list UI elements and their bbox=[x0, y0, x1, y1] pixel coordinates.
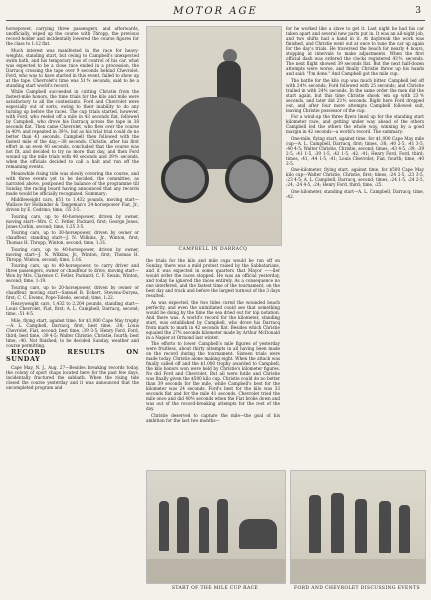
paragraph: The efforts to lower Campbell's mile figures of yesterday were fruitless, about thirty attempts in all having been made on the record during the tournament. Sixteen trials were made today, Christie alone making eight. When the attack was finally called off and the $1,000 trophy awarded to Campbell, the kilo honors won were held by Christie's kilometer figures. No did Ford and Chevrolet. But all were futile and Christie was finally given the $500 kilo cup. Christie could do no better than 39 seconds for the mile, while Campbell's best for the kilometer was 24 seconds. Ford's best for the kilo was 33 seconds flat and for the mile 41 seconds. Chevrolet tried the mile once and did 40⅘ seconds when the Fiat broke down and was out of the record-breaking attempts for the rest of the day. bbox=[146, 341, 280, 411]
person-figure bbox=[309, 495, 321, 553]
photo-caption: FORD AND CHEVROLET DISCUSSING EVENTS bbox=[294, 586, 420, 591]
photo-mile-cup-start bbox=[146, 470, 286, 584]
section-heading: RECORD RESULTS ON SUNDAY bbox=[6, 348, 139, 363]
paragraph: Touring cars, up to 40-horsepower, driven by owner, moving start—J. N. Wilkins, Jr., Winton, first; Thomas H. Thropp, Winton, second; time, 1:16. bbox=[6, 246, 139, 262]
magazine-title: MOTOR AGE bbox=[173, 6, 258, 17]
paragraph: Touring cars, up to 40-horsepower, to carry driver and three passengers, owner or chauffeur to drive, moving start—Won by Mrs. Clarence C. Fetler, Packard; C. F. Swain, Winton, second; time, 1:19. bbox=[6, 263, 139, 283]
paragraph: horsepower, carrying three passengers, and afterwards, unofficially, wiped up the course with Thropp, the previous record-holder and incidentally lowered the course figures for the class to 1:12 flat. bbox=[6, 26, 139, 46]
paragraph: Meanwhile rising tide was slowly covering the course, and with three events yet to be decided, the committee, as narrated above, postponed the balance of the programme till Sunday, the racing board having announced that any records made would be officially recognized. Summary: bbox=[6, 170, 139, 196]
photo-campbell-darracq bbox=[146, 26, 282, 246]
paragraph: the trials for the kilo and mile cups would be run off on Sunday, there was a mild protest raised by the Sabbatarians, and it was expected in some quarters that Mayor ——ller would order the races stopped. He was an official yesterday, and today he ignored the races entirely. As a consequence no one interfered, and the fastest time of the tournament, on the best day and track and before the largest turnout of the 3 days resulted. bbox=[146, 258, 280, 298]
paragraph: Touring cars, up to 40-horsepower, driven by owner, moving start—Mrs. C. C. Fetler, Packard, first; George Jones, Jones-Corbin, second; time, 1:25 3-5. bbox=[6, 213, 139, 229]
paragraph: The battle for the kilo cup was much bitter. Campbell led off with 24⅘ seconds; Ford followed with 25 seconds; and Christie trailed in with 24⅘ seconds. In the same order the men did the start again, but this time Christie shook 'em up with 23⅘ seconds, and later did 23⅘ seconds. Right here Ford dropped out, and after four more attempts Campbell followed suit, leaving Christie possessor of the cup. bbox=[286, 77, 424, 113]
paragraph: Cape May, N. J., Aug. 27—Besides breaking records today, the colony of sport chaps located here for the past few days, incidentally fractured the sabbath. When the rising tide closed the course yesterday and it was announced that the uncompleted program and bbox=[6, 364, 139, 390]
paragraph: One-kilometer, flying start, against time, for $500 Cape May kilo cup—Walter Christie, Christie, first; times, :24 2-5, :23 3-5, :23 4-5; A. L. Campbell, Darracq, second; times, :24 1-5, :24 2-5, :24, :24 4-5, :24; Henry Ford, third; time, :25. bbox=[286, 167, 424, 187]
spectator-figure bbox=[199, 507, 209, 553]
paragraph: Middleweight cars, $51 to 1,432 pounds, moving start—Wallace for Hollander & Tangeman's 24-horsepower Fiat, Jr., driven by E. Cedrino; time, :55 3-5. bbox=[6, 197, 139, 212]
column-middle bbox=[146, 258, 280, 456]
paragraph: Touring cars, up to 30-horsepower, driven by owner or chauffeur, standing start—J. N. Wilkins, Jr., Winton, first; Thomas H. Thropp, Winton, second; time, 1:31. bbox=[6, 230, 139, 245]
paragraph: One-mile, flying start, against time, for $1,000 Cape May mile cup—A. L. Campbell, Darracq, first; times, :38, :40 2-5, :41 3-5, :40 4-5; Walter Christie, Christie, second; times, :43 4-5, :39, :39 2-5, :41 1-5, :39 1-5, :42 1-5, :42, :41; Henry Ford, Ford, third; times, :41, :44 1-5, :41; Louis Chevrolet, Fiat, fourth; time, :40 2-5. bbox=[286, 135, 424, 166]
paragraph: While Campbell succeeded in cutting Christie from the fastest-mile honors, the time trials for the kilo and mile were satisfactory to all the contestants. Ford and Chevrolet were especially out of sorts, owing to their inability to do any turning up before the races. The cup trials started, however, with Ford, who reeled off a mile in 43 seconds flat, followed by Campbell, who drove his Darracq across the tape in 38 seconds flat. Then came Chevrolet, who flew over the course in 40⅘ and repeated in 39⅗; but as his trial trial could do no better than 41 seconds. Campbell then followed with the fastest mile of the day,—38 seconds. Christie, after his first effort in an even 40 seconds, concluded that the course was not fit, and decided to try no more that day, and then Ford wound up the mile trials with 40 seconds and 39⅘ seconds, when the officials decided to call a halt and run off the remaining events. bbox=[6, 89, 139, 169]
paragraph: for he worked like a slave to get it. Last night he had his car taken apart and several new parts put in. It was an all-night job, and two shifts had a hand in it. At daybreak the work was finished, and Christie went out at once to tune the car up again for the day's trials. He traversed the beach for nearly 4 hours, stopping at intervals to make adjustments. When the first official dash was ordered the clocks registered 43⅘ seconds. The next flight showed 39 seconds flat. But the next half-dozen attempts were worse, and finally Christie threw up his hands and said: "I'm done." And Campbell got the mile cup. bbox=[286, 26, 424, 76]
paragraph: As was expected, the two tides cured the wounded beach perfectly, and even the uninitiated could see that something would be doing by the time the sea dried out for top notation. And there was. A world's record for the kilometer, standing start, was established by Campbell, who drove his Darracq from mark to mark in 42 seconds flat. Besides which Christie equaled the 27⅘ seconds kilometer made by Arthur McDonald in a Napier at Ormond last winter. bbox=[146, 299, 280, 340]
photo-ford-chevrolet bbox=[290, 470, 426, 584]
spectator-figure bbox=[177, 497, 189, 553]
spectator-figure bbox=[159, 501, 169, 551]
beach-sand bbox=[291, 559, 425, 583]
paragraph: Touring cars, up to 20-horsepower, driven by owner or chauffeur, moving start—Samuel B. Eckert, Stevens-Duryea, first; C. C. Ewens, Pope-Toledo, second; time, 1:22. bbox=[6, 284, 139, 300]
page-number: 3 bbox=[415, 6, 421, 16]
race-car bbox=[239, 519, 277, 549]
spectator-figure bbox=[217, 499, 228, 553]
header-rule bbox=[6, 20, 425, 21]
paragraph: Heavyweight cars, 1,432 to 2,204 pounds, standing start—Louis Chevrolet, Fiat, first; A. L. Campbell, Darracq, second; time, :51 4-5. bbox=[6, 301, 139, 316]
car-wheel bbox=[225, 155, 273, 203]
paragraph: One kilometer, standing start—A. L. Campbell, Darracq; time, :42. bbox=[286, 188, 424, 199]
person-figure bbox=[399, 505, 410, 553]
beach-sand bbox=[147, 559, 285, 583]
car-wheel bbox=[161, 155, 209, 203]
photo-caption: CAMPBELL IN DARRACQ bbox=[178, 247, 248, 252]
paragraph: Much interest was manifested in the race for heavy-weights, standing start, but owing to Campbell's unexpected swim bath, and his temporary loss of control of his car, what was expected to be a close race ended in a procession, the Darracq crossing the tape over 9 seconds behind Chevrolet. Ford, who was to have started in this event, failed to show up at the tape. Chevrolet's time was 51⅘ seconds, said to be a standing start world's record. bbox=[6, 47, 139, 88]
photo-caption: START OF THE MILE CUP RACE bbox=[171, 586, 259, 591]
paragraph: Mile, flying start, against time, for $1,000 Cape May trophy—A. L. Campbell, Darracq, first; best time, :38; Louis Chevrolet, Fiat, second; best time, :39 3-5; Henry Ford, Ford, third; best time, :39 4-5; Walter Christie, Christie, fourth; best time, :40. Not finished; to be decided Sunday, weather and course permitting. bbox=[6, 317, 139, 348]
person-figure bbox=[379, 501, 391, 553]
paragraph: Christie deserved to capture the mile—the goal of his ambition for the last two months— bbox=[146, 412, 280, 423]
person-figure bbox=[355, 499, 367, 553]
paragraph: For a wind-up the three flyers lined up for the standing start kilometer race, and getting under way ahead of the others Campbell led the others the whole way, winning by a good margin in 42 seconds—a world's record. The summary: bbox=[286, 114, 424, 134]
person-figure bbox=[331, 493, 344, 553]
column-right bbox=[286, 26, 424, 464]
column-left bbox=[6, 26, 139, 594]
